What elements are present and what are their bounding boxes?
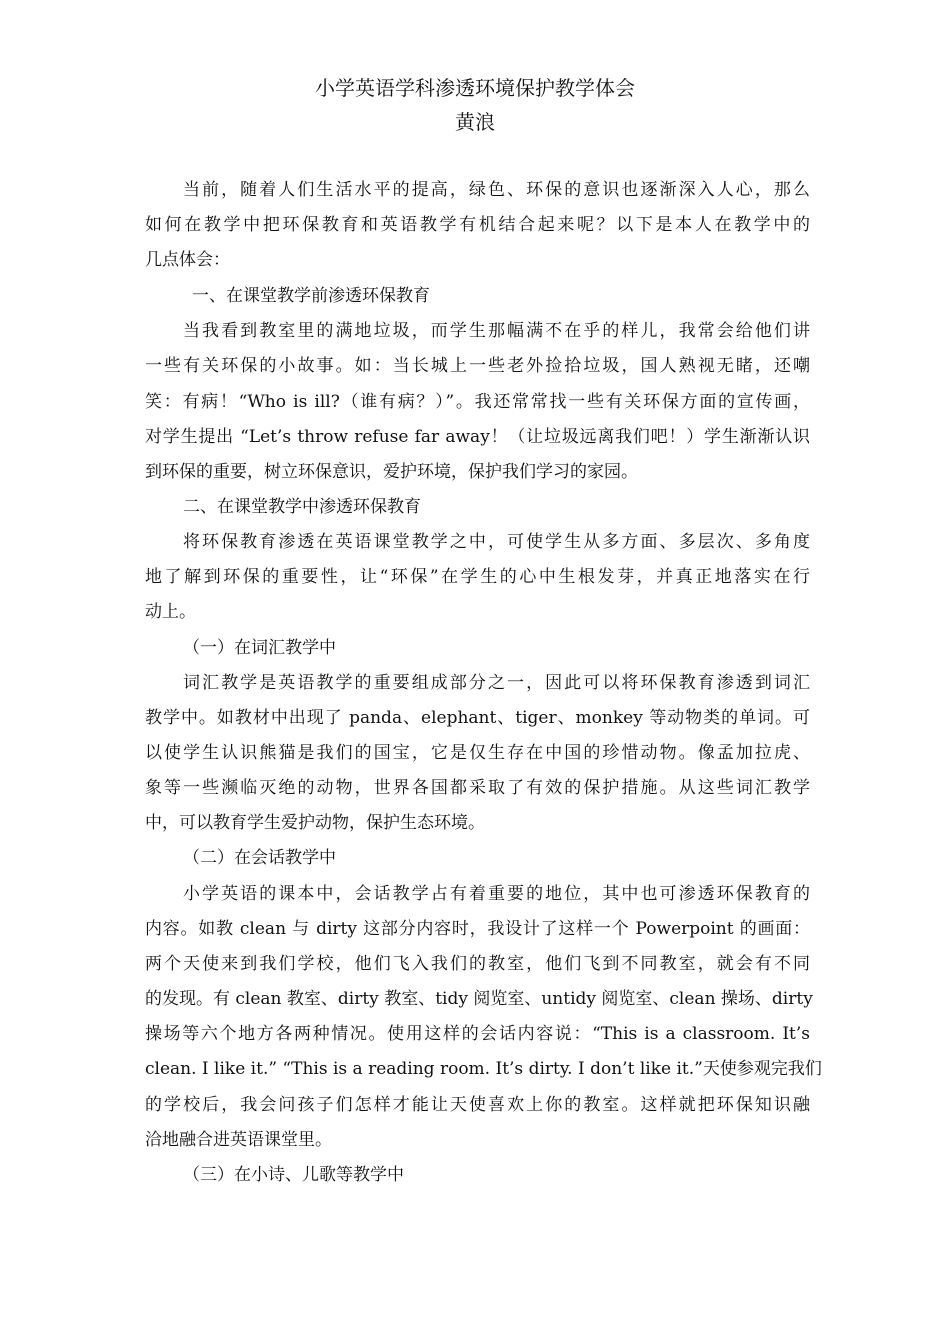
paragraph-line: 小学英语的课本中，会话教学占有着重要的地位，其中也可渗透环保教育的 [183,884,810,904]
paragraph-line: 内容。如教 clean 与 dirty 这部分内容时，我设计了这样一个 Powerpoint 的画面： [145,919,810,939]
paragraph-line: 的学校后，我会问孩子们怎样才能让天使喜欢上你的教室。这样就把环保知识融 [145,1095,810,1115]
paragraph-line: 几点体会： [145,250,230,270]
paragraph-line: 两个天使来到我们学校，他们飞入我们的教室，他们飞到不同教室，就会有不同 [145,954,810,974]
subsection-heading: （三）在小诗、儿歌等教学中 [183,1165,404,1185]
paragraph-line: 象等一些濒临灭绝的动物，世界各国都采取了有效的保护措施。从这些词汇教学 [145,778,810,798]
paragraph-line: 动上。 [145,602,196,622]
paragraph-line: 地了解到环保的重要性，让“环保”在学生的心中生根发芽，并真正地落实在行 [145,567,810,587]
paragraph-line: 词汇教学是英语教学的重要组成部分之一，因此可以将环保教育渗透到词汇 [183,673,810,693]
paragraph-line: 如何在教学中把环保教育和英语教学有机结合起来呢？以下是本人在教学中的 [145,215,810,235]
subsection-heading: （一）在词汇教学中 [183,638,336,658]
paragraph-line: 笑：有病！“Who is ill?（谁有病？）”。我还常常找一些有关环保方面的宣传画， [145,392,810,412]
paragraph-line: 以使学生认识熊猫是我们的国宝，它是仅生存在中国的珍惜动物。像孟加拉虎、 [145,743,810,763]
paragraph-line: 当前，随着人们生活水平的提高，绿色、环保的意识也逐渐深入人心，那么 [183,180,810,200]
document-title: 小学英语学科渗透环境保护教学体会 [315,76,635,100]
section-heading: 一、在课堂教学前渗透环保教育 [192,286,430,306]
paragraph-line: clean. I like it.” “This is a reading room. It’s dirty. I don’t like it.”天使参观完我们 [145,1059,822,1079]
paragraph-line: 洽地融合进英语课堂里。 [145,1130,332,1150]
subsection-heading: （二）在会话教学中 [183,848,336,868]
document-author: 黄浪 [455,110,495,134]
paragraph-line: 操场等六个地方各两种情况。使用这样的会话内容说：“This is a classroom. It’s [145,1024,810,1044]
paragraph-line: 将环保教育渗透在英语课堂教学之中，可使学生从多方面、多层次、多角度 [183,532,810,552]
paragraph-line: 对学生提出 “Let’s throw refuse far away！（让垃圾远离我们吧！）学生渐渐认识 [145,427,810,447]
paragraph-line: 一些有关环保的小故事。如：当长城上一些老外捡拾垃圾，国人熟视无睹，还嘲 [145,356,810,376]
paragraph-line: 中，可以教育学生爱护动物，保护生态环境。 [145,813,485,833]
paragraph-line: 教学中。如教材中出现了 panda、elephant、tiger、monkey 等动物类的单词。可 [145,708,810,728]
section-heading: 二、在课堂教学中渗透环保教育 [183,497,421,517]
paragraph-line: 的发现。有 clean 教室、dirty 教室、tidy 阅览室、untidy 阅览室、clean 操场、dirty [145,989,813,1009]
paragraph-line: 当我看到教室里的满地垃圾，而学生那幅满不在乎的样儿，我常会给他们讲 [183,321,810,341]
paragraph-line: 到环保的重要，树立环保意识，爱护环境，保护我们学习的家园。 [145,462,638,482]
